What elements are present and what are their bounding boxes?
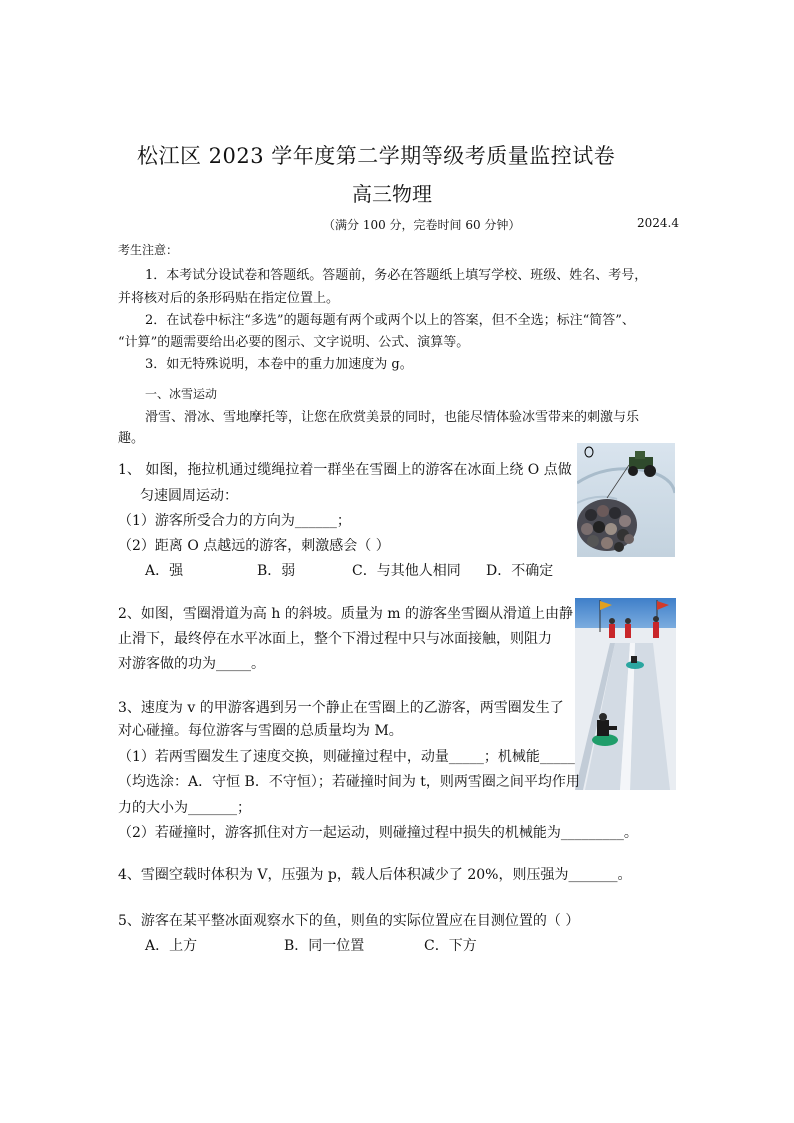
- q1-part-1: （1）游客所受合力的方向为______；: [118, 513, 351, 529]
- q5-option-c: C．下方: [424, 938, 477, 954]
- q3-line-5: 力的大小为_______；: [118, 800, 251, 816]
- q2-line-3: 对游客做的功为_____。: [118, 656, 265, 672]
- q1-option-d: D．不确定: [486, 563, 554, 579]
- q1-option-a: A．强: [145, 563, 184, 579]
- q5-line-1: 5、游客在某平整冰面观察水下的鱼，则鱼的实际位置应在目测位置的（ ）: [118, 913, 580, 929]
- q3-line-1: 3、速度为 v 的甲游客遇到另一个静止在雪圈上的乙游客，两雪圈发生了: [118, 700, 564, 716]
- q5-option-a: A．上方: [145, 938, 198, 954]
- exam-subtitle: 高三物理: [352, 182, 432, 206]
- exam-title: 松江区 2023 学年度第二学期等级考质量监控试卷: [137, 144, 616, 168]
- notice-item-1-line-2: 并将核对后的条形码贴在指定位置上。: [118, 291, 340, 306]
- section-intro-line-1: 滑雪、滑冰、雪地摩托等，让您在欣赏美景的同时，也能尽情体验冰雪带来的刺激与乐: [145, 410, 640, 425]
- q3-line-6: （2）若碰撞时，游客抓住对方一起运动，则碰撞过程中损失的机械能为_________。: [118, 825, 638, 841]
- q3-line-3: （1）若两雪圈发生了速度交换，则碰撞过程中，动量_____；机械能_____: [118, 749, 575, 765]
- q1-option-b: B．弱: [257, 563, 296, 579]
- notice-heading: 考生注意：: [118, 243, 179, 257]
- q5-option-b: B．同一位置: [284, 938, 365, 954]
- snow-slide-photo: [575, 598, 676, 790]
- q1-part-2: （2）距离 O 点越远的游客，刺激感会（ ）: [118, 538, 390, 554]
- q3-line-4: （均选涂：A．守恒 B．不守恒）；若碰撞时间为 t，则两雪圈之间平均作用: [118, 774, 580, 790]
- tractor-tube-photo: [577, 443, 675, 557]
- section-heading: 一、冰雪运动: [145, 387, 218, 401]
- notice-item-3: 3．如无特殊说明，本卷中的重力加速度为 g。: [145, 357, 413, 372]
- q2-line-1: 2、如图，雪圈滑道为高 h 的斜坡。质量为 m 的游客坐雪圈从滑道上由静: [118, 606, 573, 622]
- notice-item-2-line-2: “计算”的题需要给出必要的图示、文字说明、公式、演算等。: [118, 335, 470, 350]
- exam-date: 2024.4: [637, 216, 679, 230]
- q3-line-2: 对心碰撞。每位游客与雪圈的总质量均为 M。: [118, 723, 403, 739]
- q4-line-1: 4、雪圈空载时体积为 V，压强为 p，载人后体积减少了 20%，则压强为_______。: [118, 867, 632, 883]
- section-intro-line-2: 趣。: [118, 431, 145, 446]
- exam-info: （满分 100 分，完卷时间 60 分钟）: [323, 218, 521, 232]
- q2-line-2: 止滑下，最终停在水平冰面上，整个下滑过程中只与冰面接触，则阻力: [118, 631, 552, 647]
- q1-line-1: 1、 如图，拖拉机通过缆绳拉着一群坐在雪圈上的游客在冰面上绕 O 点做: [118, 462, 572, 478]
- q1-line-2: 匀速圆周运动：: [140, 488, 238, 504]
- q1-option-c: C．与其他人相同: [352, 563, 461, 579]
- notice-item-2-line-1: 2．在试卷中标注“多选”的题每题有两个或两个以上的答案，但不全选；标注“简答”、: [145, 313, 635, 328]
- notice-item-1-line-1: 1．本考试分设试卷和答题纸。答题前，务必在答题纸上填写学校、班级、姓名、考号，: [145, 268, 648, 283]
